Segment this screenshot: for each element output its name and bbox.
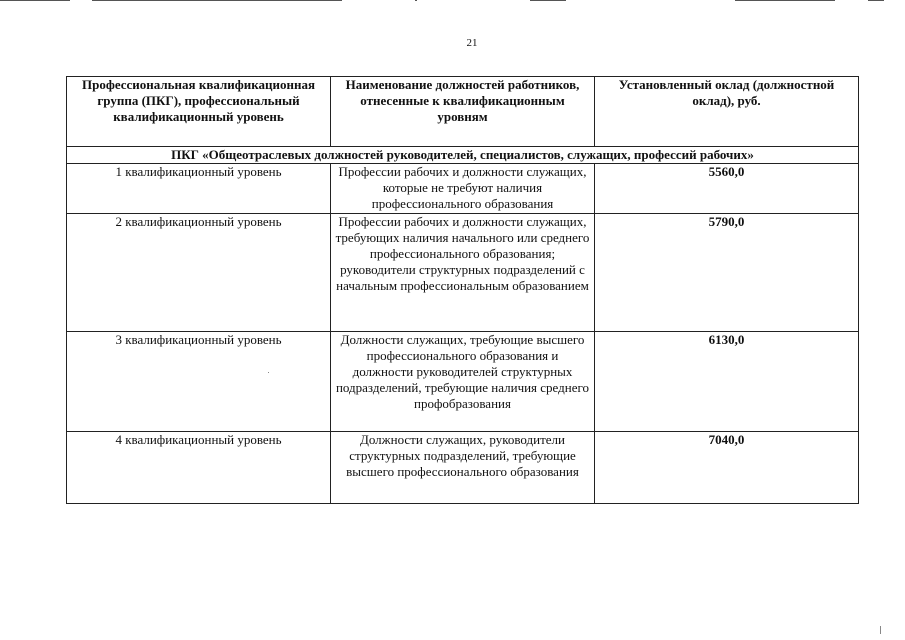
scan-edge-line [530,0,566,1]
scan-edge-line [735,0,835,1]
qualification-level: 1 квалификационный уровень [67,164,331,214]
page-number: 21 [466,37,478,49]
salary-value: 5790,0 [595,214,859,332]
salary-value: 6130,0 [595,332,859,432]
table-header-row [67,77,859,147]
position-description: Профессии рабочих и должности служащих, требующих наличия начального или среднего профессионального образования; руководители структурных подразделений с начальным профессиональным образованием [331,214,595,332]
scan-speck [880,626,881,634]
scan-edge-line [415,0,417,1]
qualification-level: 3 квалификационный уровень [67,332,331,432]
salary-table [66,76,859,504]
position-description: Должности служащих, требующие высшего профессионального образования и должности руководителей структурных подразделений, требующие наличия среднего профобразования [331,332,595,432]
table-row [67,432,859,504]
position-description: Должности служащих, руководители структурных подразделений, требующие высшего профессионального образования [331,432,595,504]
table-row [67,164,859,214]
scan-edge-line [868,0,884,1]
scan-edge-line [0,0,70,1]
scan-speck [268,372,269,373]
salary-value: 7040,0 [595,432,859,504]
header-positions: Наименование должностей работников, отнесенные к квалификационным уровням [331,77,595,147]
scan-edge-line [92,0,342,1]
header-salary: Установленный оклад (должностной оклад), руб. [595,77,859,147]
header-group-level: Профессиональная квалификационная группа (ПКГ), профессиональный квалификационный уровень [67,77,331,147]
qualification-level: 4 квалификационный уровень [67,432,331,504]
table-row [67,214,859,332]
group-title: ПКГ «Общеотраслевых должностей руководителей, специалистов, служащих, профессий рабочих» [67,147,859,164]
qualification-level: 2 квалификационный уровень [67,214,331,332]
table-row [67,332,859,432]
salary-value: 5560,0 [595,164,859,214]
position-description: Профессии рабочих и должности служащих, которые не требуют наличия профессионального образования [331,164,595,214]
group-title-row [67,147,859,164]
